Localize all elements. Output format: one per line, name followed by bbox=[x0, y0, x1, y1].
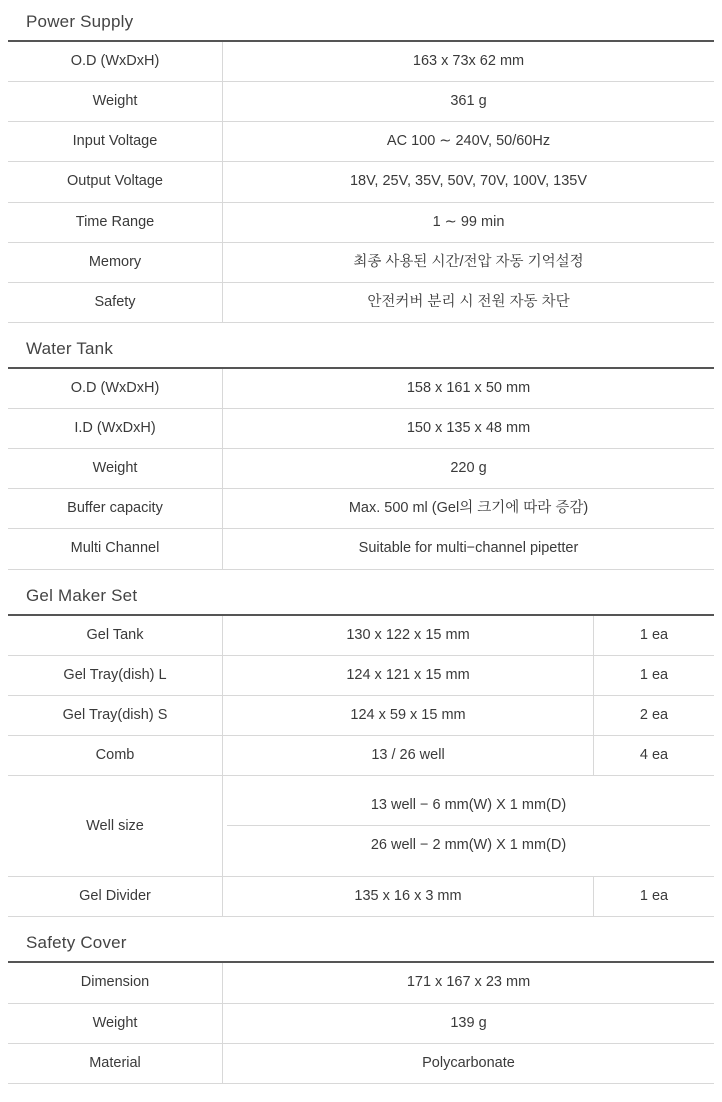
row-value: AC 100 ∼ 240V, 50/60Hz bbox=[223, 122, 715, 162]
table-row bbox=[8, 776, 714, 877]
row-value: Max. 500 ml (Gel의 크기에 따라 증감) bbox=[223, 489, 715, 529]
section-title: Power Supply bbox=[26, 12, 134, 31]
row-value: 안전커버 분리 시 전원 자동 차단 bbox=[223, 282, 715, 322]
section-title: Safety Cover bbox=[26, 933, 127, 953]
table-row bbox=[8, 695, 714, 735]
section-title: Water Tank bbox=[26, 338, 114, 358]
row-label: Gel Tank bbox=[8, 615, 223, 656]
section-power-supply bbox=[8, 6, 714, 323]
row-value: 1 ∼ 99 min bbox=[223, 202, 715, 242]
table-row bbox=[8, 409, 714, 449]
row-label: Dimension bbox=[8, 962, 223, 1003]
row-quantity: 1 ea bbox=[594, 655, 715, 695]
row-value: 158 x 161 x 50 mm bbox=[223, 368, 715, 409]
row-value: Polycarbonate bbox=[223, 1043, 715, 1083]
row-value: 139 g bbox=[223, 1003, 715, 1043]
row-label: Material bbox=[8, 1043, 223, 1083]
section-gel-maker-set bbox=[8, 580, 714, 918]
table-row bbox=[8, 242, 714, 282]
row-label: Input Voltage bbox=[8, 122, 223, 162]
row-label: O.D (WxDxH) bbox=[8, 41, 223, 82]
table-row bbox=[8, 615, 714, 656]
spec-table bbox=[8, 40, 714, 323]
spec-table bbox=[8, 367, 714, 570]
row-label: Output Voltage bbox=[8, 162, 223, 202]
table-row bbox=[8, 41, 714, 82]
row-value: 171 x 167 x 23 mm bbox=[223, 962, 715, 1003]
row-value: 220 g bbox=[223, 449, 715, 489]
table-row bbox=[8, 489, 714, 529]
row-value: 26 well − 2 mm(W) X 1 mm(D) bbox=[370, 837, 567, 854]
table-row bbox=[8, 449, 714, 489]
row-value: 361 g bbox=[223, 82, 715, 122]
section-title: Gel Maker Set bbox=[26, 585, 138, 605]
row-value: 130 x 122 x 15 mm bbox=[223, 615, 594, 656]
row-label: Safety bbox=[8, 282, 223, 322]
row-label: Memory bbox=[8, 242, 223, 282]
spec-table bbox=[8, 961, 714, 1083]
row-label: Buffer capacity bbox=[8, 489, 223, 529]
row-value: 13 well − 6 mm(W) X 1 mm(D) bbox=[227, 786, 710, 826]
row-quantity: 4 ea bbox=[594, 735, 715, 775]
table-row bbox=[8, 529, 714, 569]
row-value: 135 x 16 x 3 mm bbox=[223, 877, 594, 917]
row-quantity: 1 ea bbox=[594, 615, 715, 656]
row-label: Gel Divider bbox=[8, 877, 223, 917]
row-label: Comb bbox=[8, 735, 223, 775]
row-label: Gel Tray(dish) S bbox=[8, 695, 223, 735]
row-label: Weight bbox=[8, 82, 223, 122]
row-label: Weight bbox=[8, 1003, 223, 1043]
row-label: Time Range bbox=[8, 202, 223, 242]
row-label: O.D (WxDxH) bbox=[8, 368, 223, 409]
table-row bbox=[8, 877, 714, 917]
table-row bbox=[8, 735, 714, 775]
row-value: Suitable for multi−channel pipetter bbox=[223, 529, 715, 569]
table-row bbox=[8, 1043, 714, 1083]
table-row bbox=[8, 282, 714, 322]
table-row bbox=[8, 1003, 714, 1043]
row-label: Well size bbox=[8, 776, 223, 877]
spec-table bbox=[8, 614, 714, 918]
row-value: 163 x 73x 62 mm bbox=[223, 41, 715, 82]
table-row bbox=[8, 655, 714, 695]
table-row bbox=[8, 82, 714, 122]
section-water-tank bbox=[8, 333, 714, 570]
row-label: I.D (WxDxH) bbox=[8, 409, 223, 449]
table-row bbox=[8, 202, 714, 242]
row-quantity: 1 ea bbox=[594, 877, 715, 917]
row-value: 124 x 59 x 15 mm bbox=[223, 695, 594, 735]
table-row bbox=[8, 162, 714, 202]
section-safety-cover bbox=[8, 927, 714, 1083]
row-label: Multi Channel bbox=[8, 529, 223, 569]
row-value: 최종 사용된 시간/전압 자동 기억설정 bbox=[223, 242, 715, 282]
table-row bbox=[8, 122, 714, 162]
row-value: 124 x 121 x 15 mm bbox=[223, 655, 594, 695]
row-label: Gel Tray(dish) L bbox=[8, 655, 223, 695]
row-value: 18V, 25V, 35V, 50V, 70V, 100V, 135V bbox=[223, 162, 715, 202]
row-quantity: 2 ea bbox=[594, 695, 715, 735]
row-value: 150 x 135 x 48 mm bbox=[223, 409, 715, 449]
row-value: 13 / 26 well bbox=[223, 735, 594, 775]
table-row bbox=[8, 368, 714, 409]
table-row bbox=[8, 962, 714, 1003]
row-label: Weight bbox=[8, 449, 223, 489]
row-value-group bbox=[223, 776, 715, 877]
